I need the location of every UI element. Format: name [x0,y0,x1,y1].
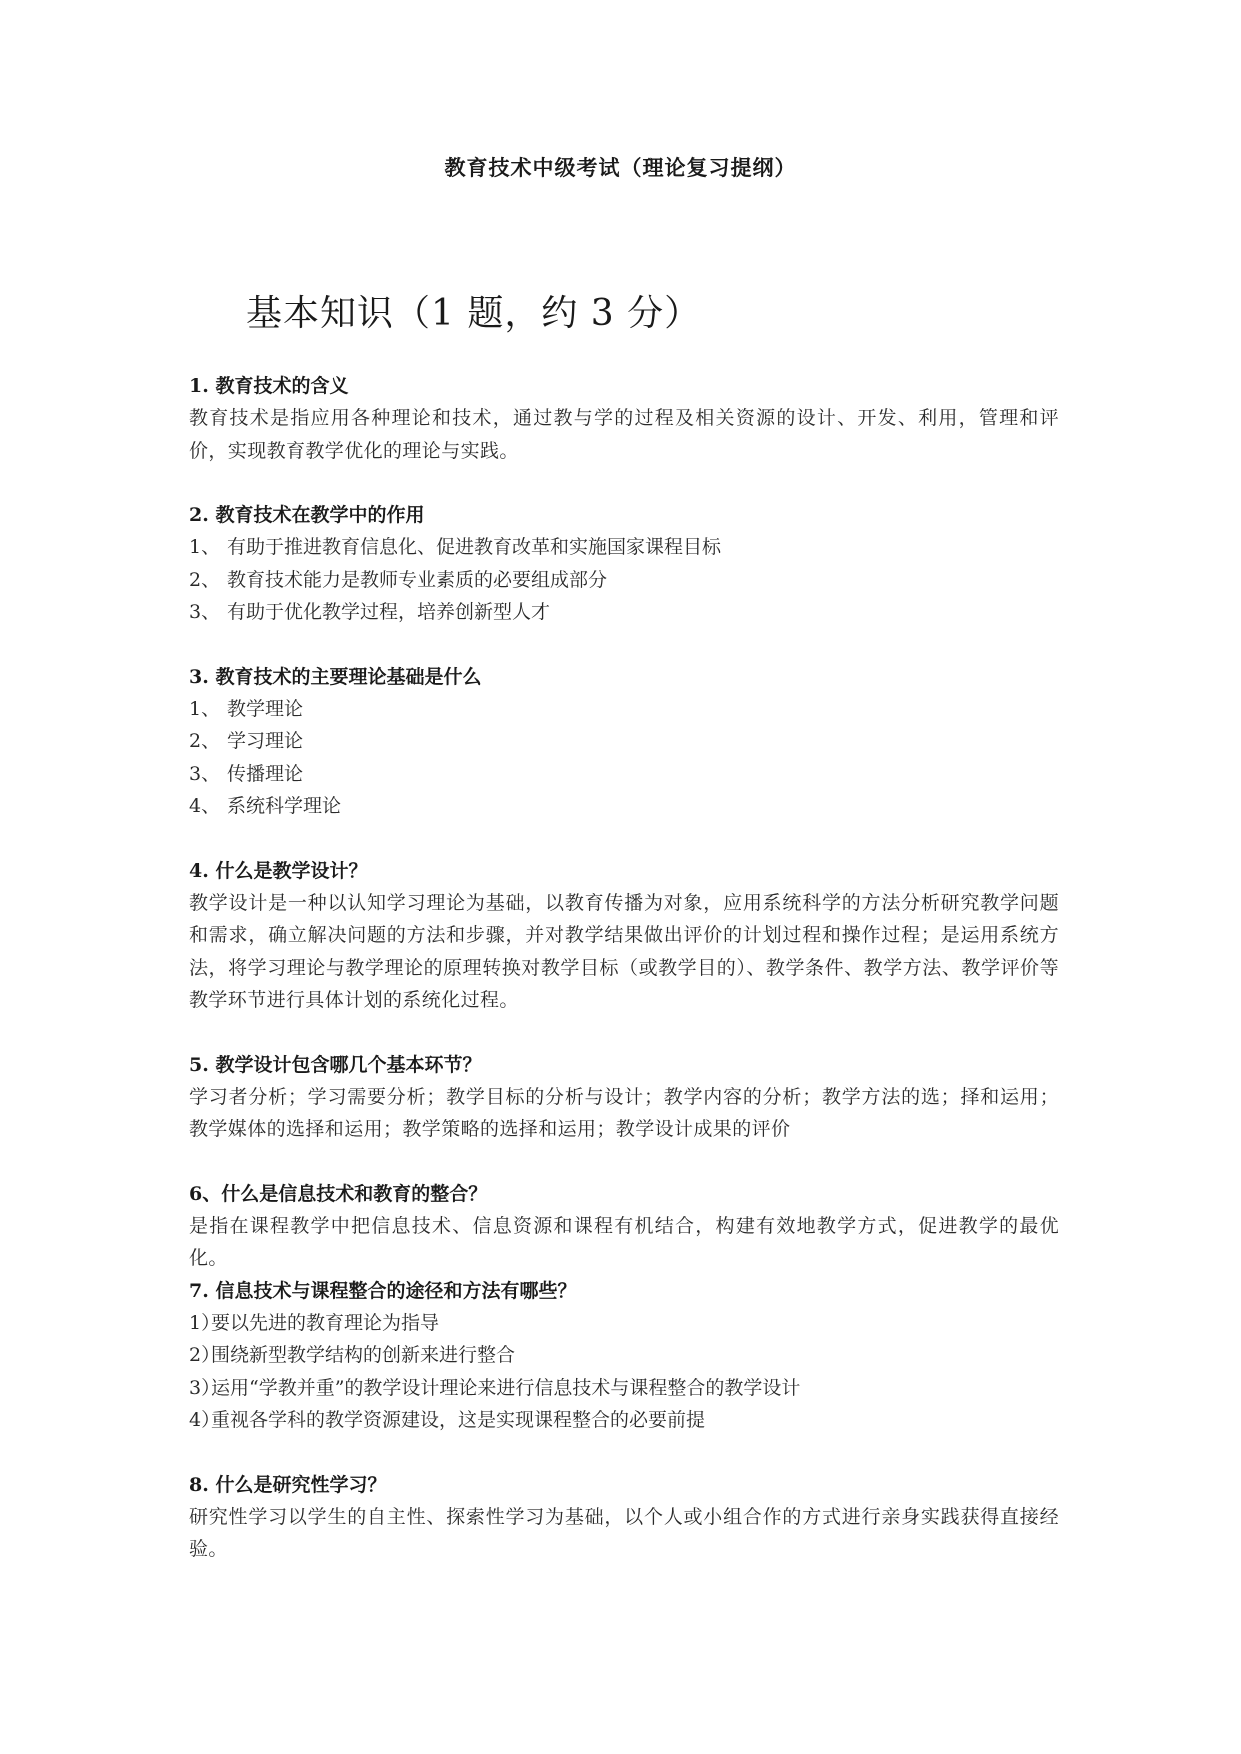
list-number: 4） [189,1409,221,1431]
section-title: 5. 教学设计包含哪几个基本环节？ [189,1053,482,1076]
document-title: 教育技术中级考试（理论复习提纲） [444,155,797,180]
list-text: 学习理论 [227,730,304,752]
list-text: 有助于推进教育信息化、促进教育改革和实施国家课程目标 [227,536,722,558]
list-item [189,531,1059,564]
section-5 [189,1049,1059,1146]
section-1 [189,370,1059,467]
list-number: 2、 [189,568,221,591]
section-3 [189,661,1059,823]
section-2 [189,499,1059,629]
list-text: 要以先进的教育理论为指导 [211,1311,440,1334]
list-item [189,1372,1059,1405]
list-text: 教育技术能力是教师专业素质的必要组成部分 [227,568,608,591]
list-number: 1、 [189,697,221,720]
section-6 [189,1178,1059,1275]
section-title: 8. 什么是研究性学习？ [189,1473,387,1496]
list-text: 有助于优化教学过程，培养创新型人才 [227,601,551,623]
list-number: 3、 [189,762,221,785]
list-number: 4、 [189,795,221,817]
section-title: 7. 信息技术与课程整合的途径和方法有哪些？ [189,1279,577,1302]
list-text: 围绕新型教学结构的创新来进行整合 [211,1344,516,1366]
list-number: 2、 [189,730,221,752]
list-number: 3、 [189,601,221,623]
list-item [189,1307,1059,1340]
list-number: 1） [189,1311,221,1334]
list-text: 教学理论 [227,697,304,720]
section-title: 4. 什么是教学设计？ [189,859,368,882]
list-item [189,1404,1059,1437]
list-item [189,596,1059,629]
section-7 [189,1275,1059,1437]
section-4 [189,855,1059,1017]
section-title: 1. 教育技术的含义 [189,375,349,397]
list-text: 系统科学理论 [227,795,342,817]
section-paragraph: 研究性学习以学生的自主性、探索性学习为基础，以个人或小组合作的方式进行亲身实践获得直接经验。 [189,1505,1059,1560]
list-item [189,790,1059,823]
list-number: 2） [189,1344,221,1366]
list-item [189,725,1059,758]
section-paragraph: 学习者分析；学习需要分析；教学目标的分析与设计；教学内容的分析；教学方法的选；择和运用；教学媒体的选择和运用；教学策略的选择和运用；教学设计成果的评价 [189,1085,1059,1140]
section-title: 2. 教育技术在教学中的作用 [189,504,425,526]
section-title: 3. 教育技术的主要理论基础是什么 [189,665,482,688]
list-item [189,758,1059,791]
list-number: 3） [189,1376,221,1399]
list-number: 1、 [189,536,221,558]
list-text: 运用“学教并重”的教学设计理论来进行信息技术与课程整合的教学设计 [211,1376,801,1399]
list-item [189,693,1059,726]
section-paragraph: 教育技术是指应用各种理论和技术，通过教与学的过程及相关资源的设计、开发、利用，管理和评价，实现教育教学优化的理论与实践。 [189,407,1059,462]
section-paragraph: 是指在课程教学中把信息技术、信息资源和课程有机结合，构建有效地教学方式，促进教学的最优化。 [189,1214,1059,1269]
list-item [189,564,1059,597]
list-text: 重视各学科的教学资源建设，这是实现课程整合的必要前提 [211,1409,706,1431]
list-text: 传播理论 [227,762,304,785]
part-heading: 基本知识（1 题，约 3 分） [246,293,702,334]
section-8 [189,1469,1059,1566]
section-title: 6、什么是信息技术和教育的整合？ [189,1182,488,1205]
document-body [189,370,1059,1566]
list-item [189,1339,1059,1372]
section-paragraph: 教学设计是一种以认知学习理论为基础，以教育传播为对象，应用系统科学的方法分析研究教学问题和需求，确立解决问题的方法和步骤，并对教学结果做出评价的计划过程和操作过程；是运用系统方法，将学习理论与教学理论的原理转换对教学目标（或教学目的）、教学条件、教学方法、教学评价等教学环节进行具体计划的系统化过程。 [189,891,1059,1011]
